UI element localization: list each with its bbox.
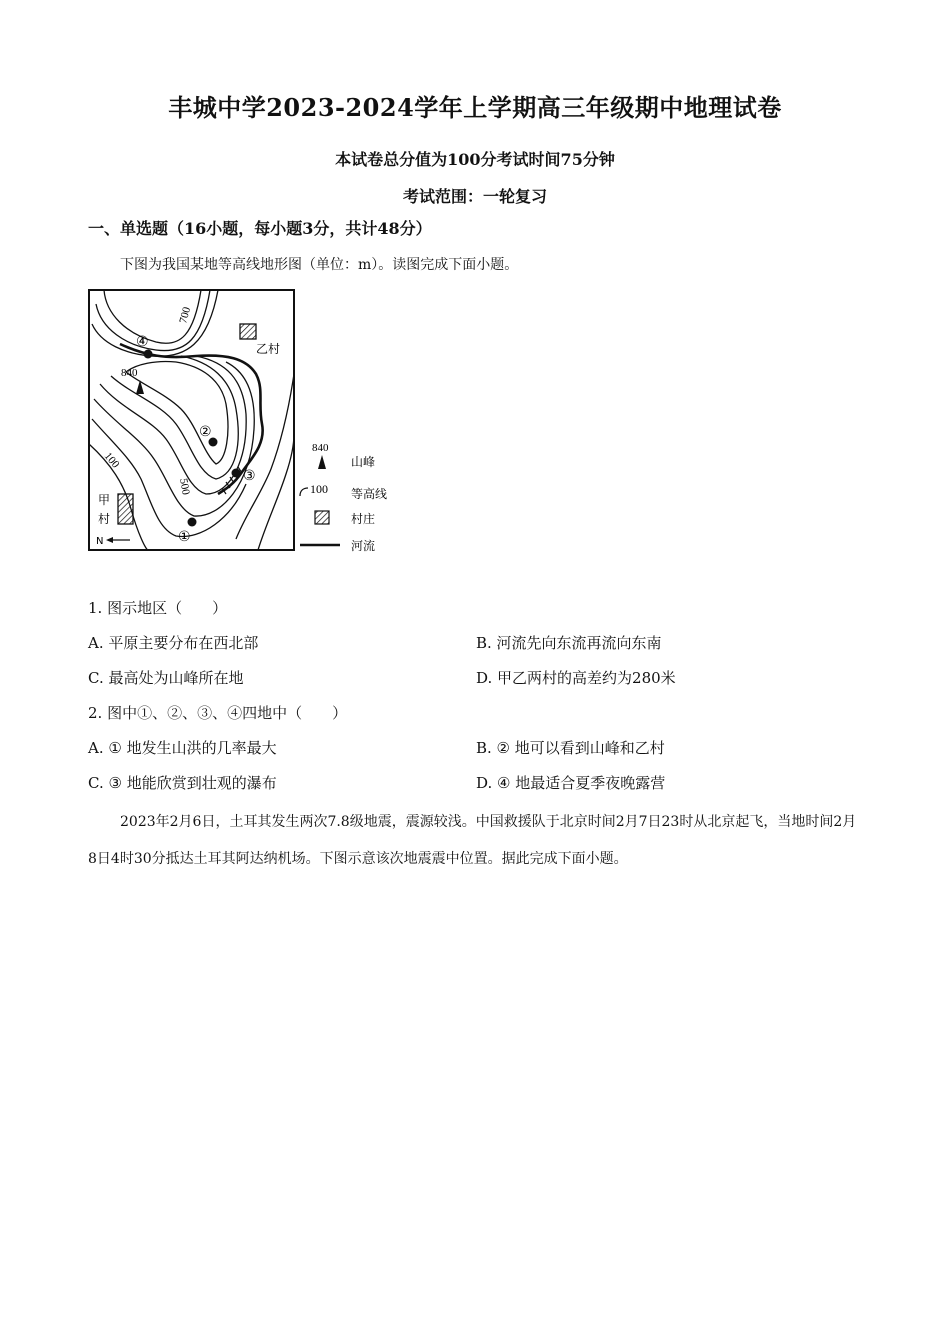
contour-line — [126, 361, 228, 464]
exam-scope: 考试范围：一轮复习 — [402, 187, 547, 206]
contour-line — [94, 362, 254, 516]
point-2-label: ② — [199, 424, 212, 440]
question-1-option-d[interactable]: D. 甲乙两村的高差约为280米 — [476, 669, 676, 687]
peak-label: 840 — [121, 367, 138, 379]
contour-label-100: 100 — [101, 450, 122, 471]
north-label: N — [96, 536, 104, 547]
village-jia-label: 甲 — [98, 493, 111, 507]
point-4-label: ④ — [136, 334, 149, 350]
exam-info: 本试卷总分值为100分考试时间75分钟 — [335, 150, 615, 169]
point-4 — [144, 350, 153, 359]
legend — [300, 442, 387, 553]
legend-village-icon — [315, 511, 329, 524]
point-1 — [188, 518, 197, 527]
question-2-option-c[interactable]: C. ③ 地能欣赏到壮观的瀑布 — [88, 774, 277, 792]
contour-line — [258, 434, 294, 550]
peak-marker — [136, 380, 144, 394]
contour-line — [92, 419, 246, 536]
question-1-option-a[interactable]: A. 平原主要分布在西北部 — [88, 634, 259, 652]
question-2-option-a[interactable]: A. ① 地发生山洪的几率最大 — [88, 739, 277, 757]
question-1-stem: 1. 图示地区（ ） — [88, 599, 228, 617]
legend-village-label: 村庄 — [351, 512, 376, 526]
point-3-label: ③ — [243, 468, 256, 484]
question-intro: 下图为我国某地等高线地形图（单位：m）。读图完成下面小题。 — [120, 257, 519, 273]
village-jia-label-2: 村 — [98, 512, 111, 526]
question-2-option-b[interactable]: B. ② 地可以看到山峰和乙村 — [476, 739, 665, 757]
point-3 — [232, 469, 241, 478]
legend-peak-label: 山峰 — [351, 455, 376, 469]
village-yi-marker — [240, 324, 256, 339]
question-1-option-c[interactable]: C. 最高处为山峰所在地 — [88, 669, 244, 687]
legend-contour-label: 等高线 — [351, 487, 388, 501]
contour-line — [236, 374, 294, 539]
north-arrow-head — [106, 537, 113, 543]
village-yi-label: 乙村 — [256, 342, 281, 356]
contour-label-500: 500 — [177, 477, 192, 496]
point-1-label: ① — [178, 529, 191, 545]
reading-passage: 2023年2月6日，土耳其发生两次7.8级地震，震源较浅。中国救援队于北京时间2月7日23时从北京起飞，当地时间2月8日4时30分抵达土耳其阿达纳机场。下图示意该次地震震中位置。据此完成下面小题。 — [88, 814, 857, 867]
legend-peak-value: 840 — [312, 442, 329, 454]
question-2-option-d[interactable]: D. ④ 地最适合夏季夜晚露营 — [476, 774, 666, 792]
contour-label-700: 700 — [177, 305, 194, 325]
question-2-stem: 2. 图中①、②、③、④四地中（ ） — [88, 704, 348, 722]
legend-contour-icon — [300, 488, 308, 496]
page-title: 丰城中学2023-2024学年上学期高三年级期中地理试卷 — [168, 93, 782, 122]
section-heading: 一、单选题（16小题，每小题3分，共计48分） — [88, 219, 432, 238]
question-1-option-b[interactable]: B. 河流先向东流再流向东南 — [476, 634, 662, 652]
village-jia-marker — [118, 494, 133, 524]
legend-peak-icon — [318, 455, 326, 469]
contour-map — [86, 284, 396, 556]
legend-contour-value: 100 — [310, 482, 328, 496]
legend-river-label: 河流 — [351, 539, 376, 553]
